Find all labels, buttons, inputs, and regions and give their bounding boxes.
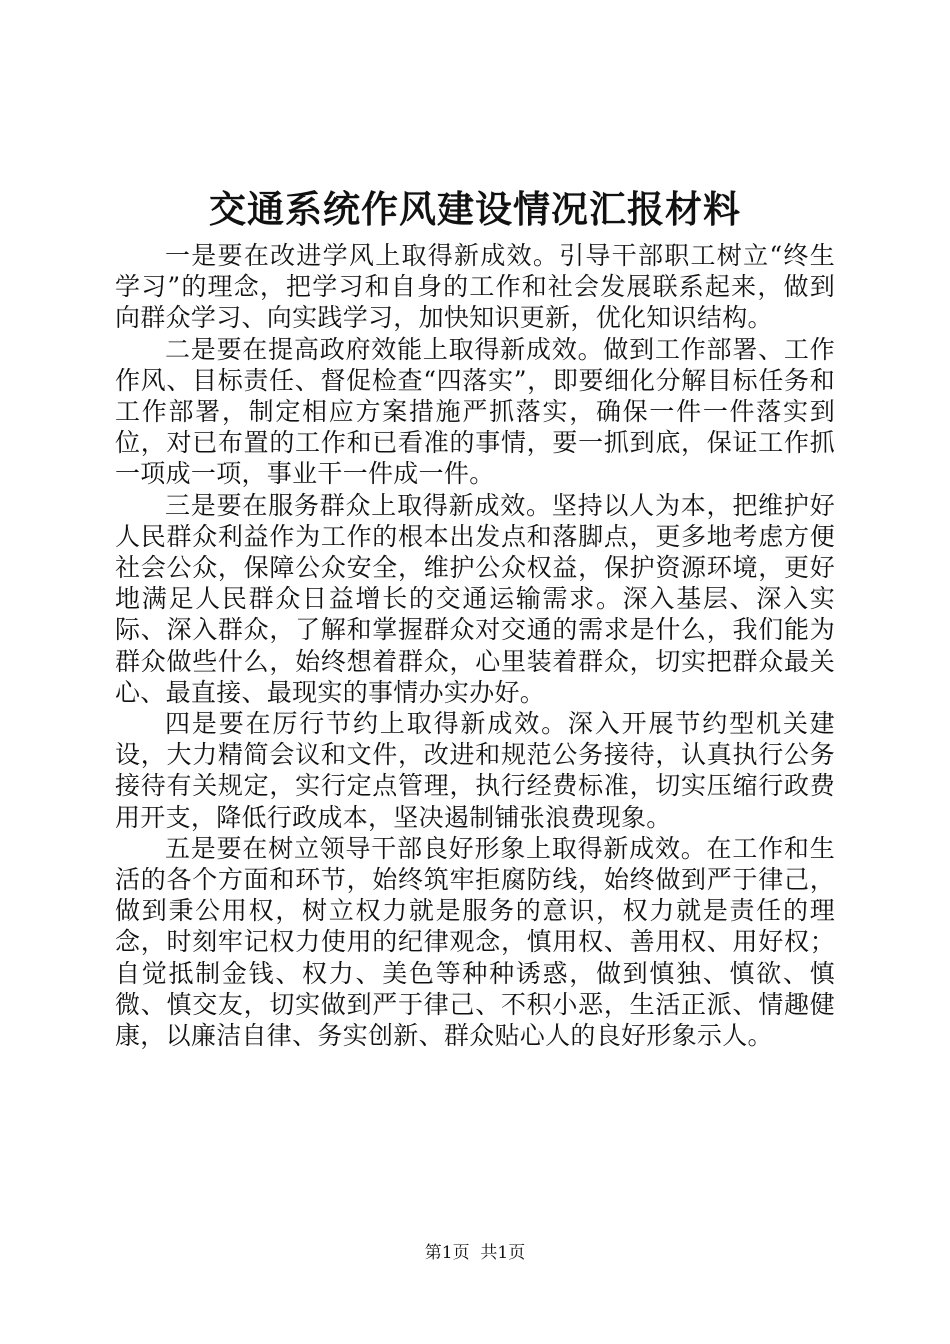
document-body [115, 240, 835, 1051]
paragraph-3: 三是要在服务群众上取得新成效。坚持以人为本，把维护好人民群众利益作为工作的根本出发点和落脚点，更多地考虑方便社会公众，保障公众安全，维护公众权益，保护资源环境，更好地满足人民群众日益增长的交通运输需求。深入基层、深入实际、深入群众，了解和掌握群众对交通的需求是什么，我们能为群众做些什么，始终想着群众，心里装着群众，切实把群众最关心、最直接、最现实的事情办实办好。 [115, 490, 835, 707]
paragraph-1: 一是要在改进学风上取得新成效。引导干部职工树立“终生学习”的理念，把学习和自身的工作和社会发展联系起来，做到向群众学习、向实践学习，加快知识更新，优化知识结构。 [115, 241, 835, 333]
document-title: 交通系统作风建设情况汇报材料 [209, 187, 741, 231]
page-footer [0, 1241, 950, 1265]
paragraph-2: 二是要在提高政府效能上取得新成效。做到工作部署、工作作风、目标责任、督促检查“四落实”，即要细化分解目标任务和工作部署，制定相应方案措施严抓落实，确保一件一件落实到位，对已布置的工作和已看准的事情，要一抓到底，保证工作抓一项成一项，事业干一件成一件。 [115, 334, 835, 489]
page-number-current: 第1页 [424, 1243, 470, 1263]
footer-gap [470, 1243, 481, 1263]
paragraph-5: 五是要在树立领导干部良好形象上取得新成效。在工作和生活的各个方面和环节，始终筑牢拒腐防线，始终做到严于律己，做到秉公用权，树立权力就是服务的意识，权力就是责任的理念，时刻牢记权力使用的纪律观念，慎用权、善用权、用好权；自觉抵制金钱、权力、美色等种种诱惑，做到慎独、慎欲、慎微、慎交友，切实做到严于律己、不积小恶，生活正派、情趣健康，以廉洁自律、务实创新、群众贴心人的良好形象示人。 [115, 833, 835, 1051]
page-number-total: 共1页 [480, 1243, 526, 1263]
paragraph-4: 四是要在厉行节约上取得新成效。深入开展节约型机关建设，大力精简会议和文件，改进和规范公务接待，认真执行公务接待有关规定，实行定点管理，执行经费标准，切实压缩行政费用开支，降低行政成本，坚决遏制铺张浪费现象。 [115, 709, 835, 832]
